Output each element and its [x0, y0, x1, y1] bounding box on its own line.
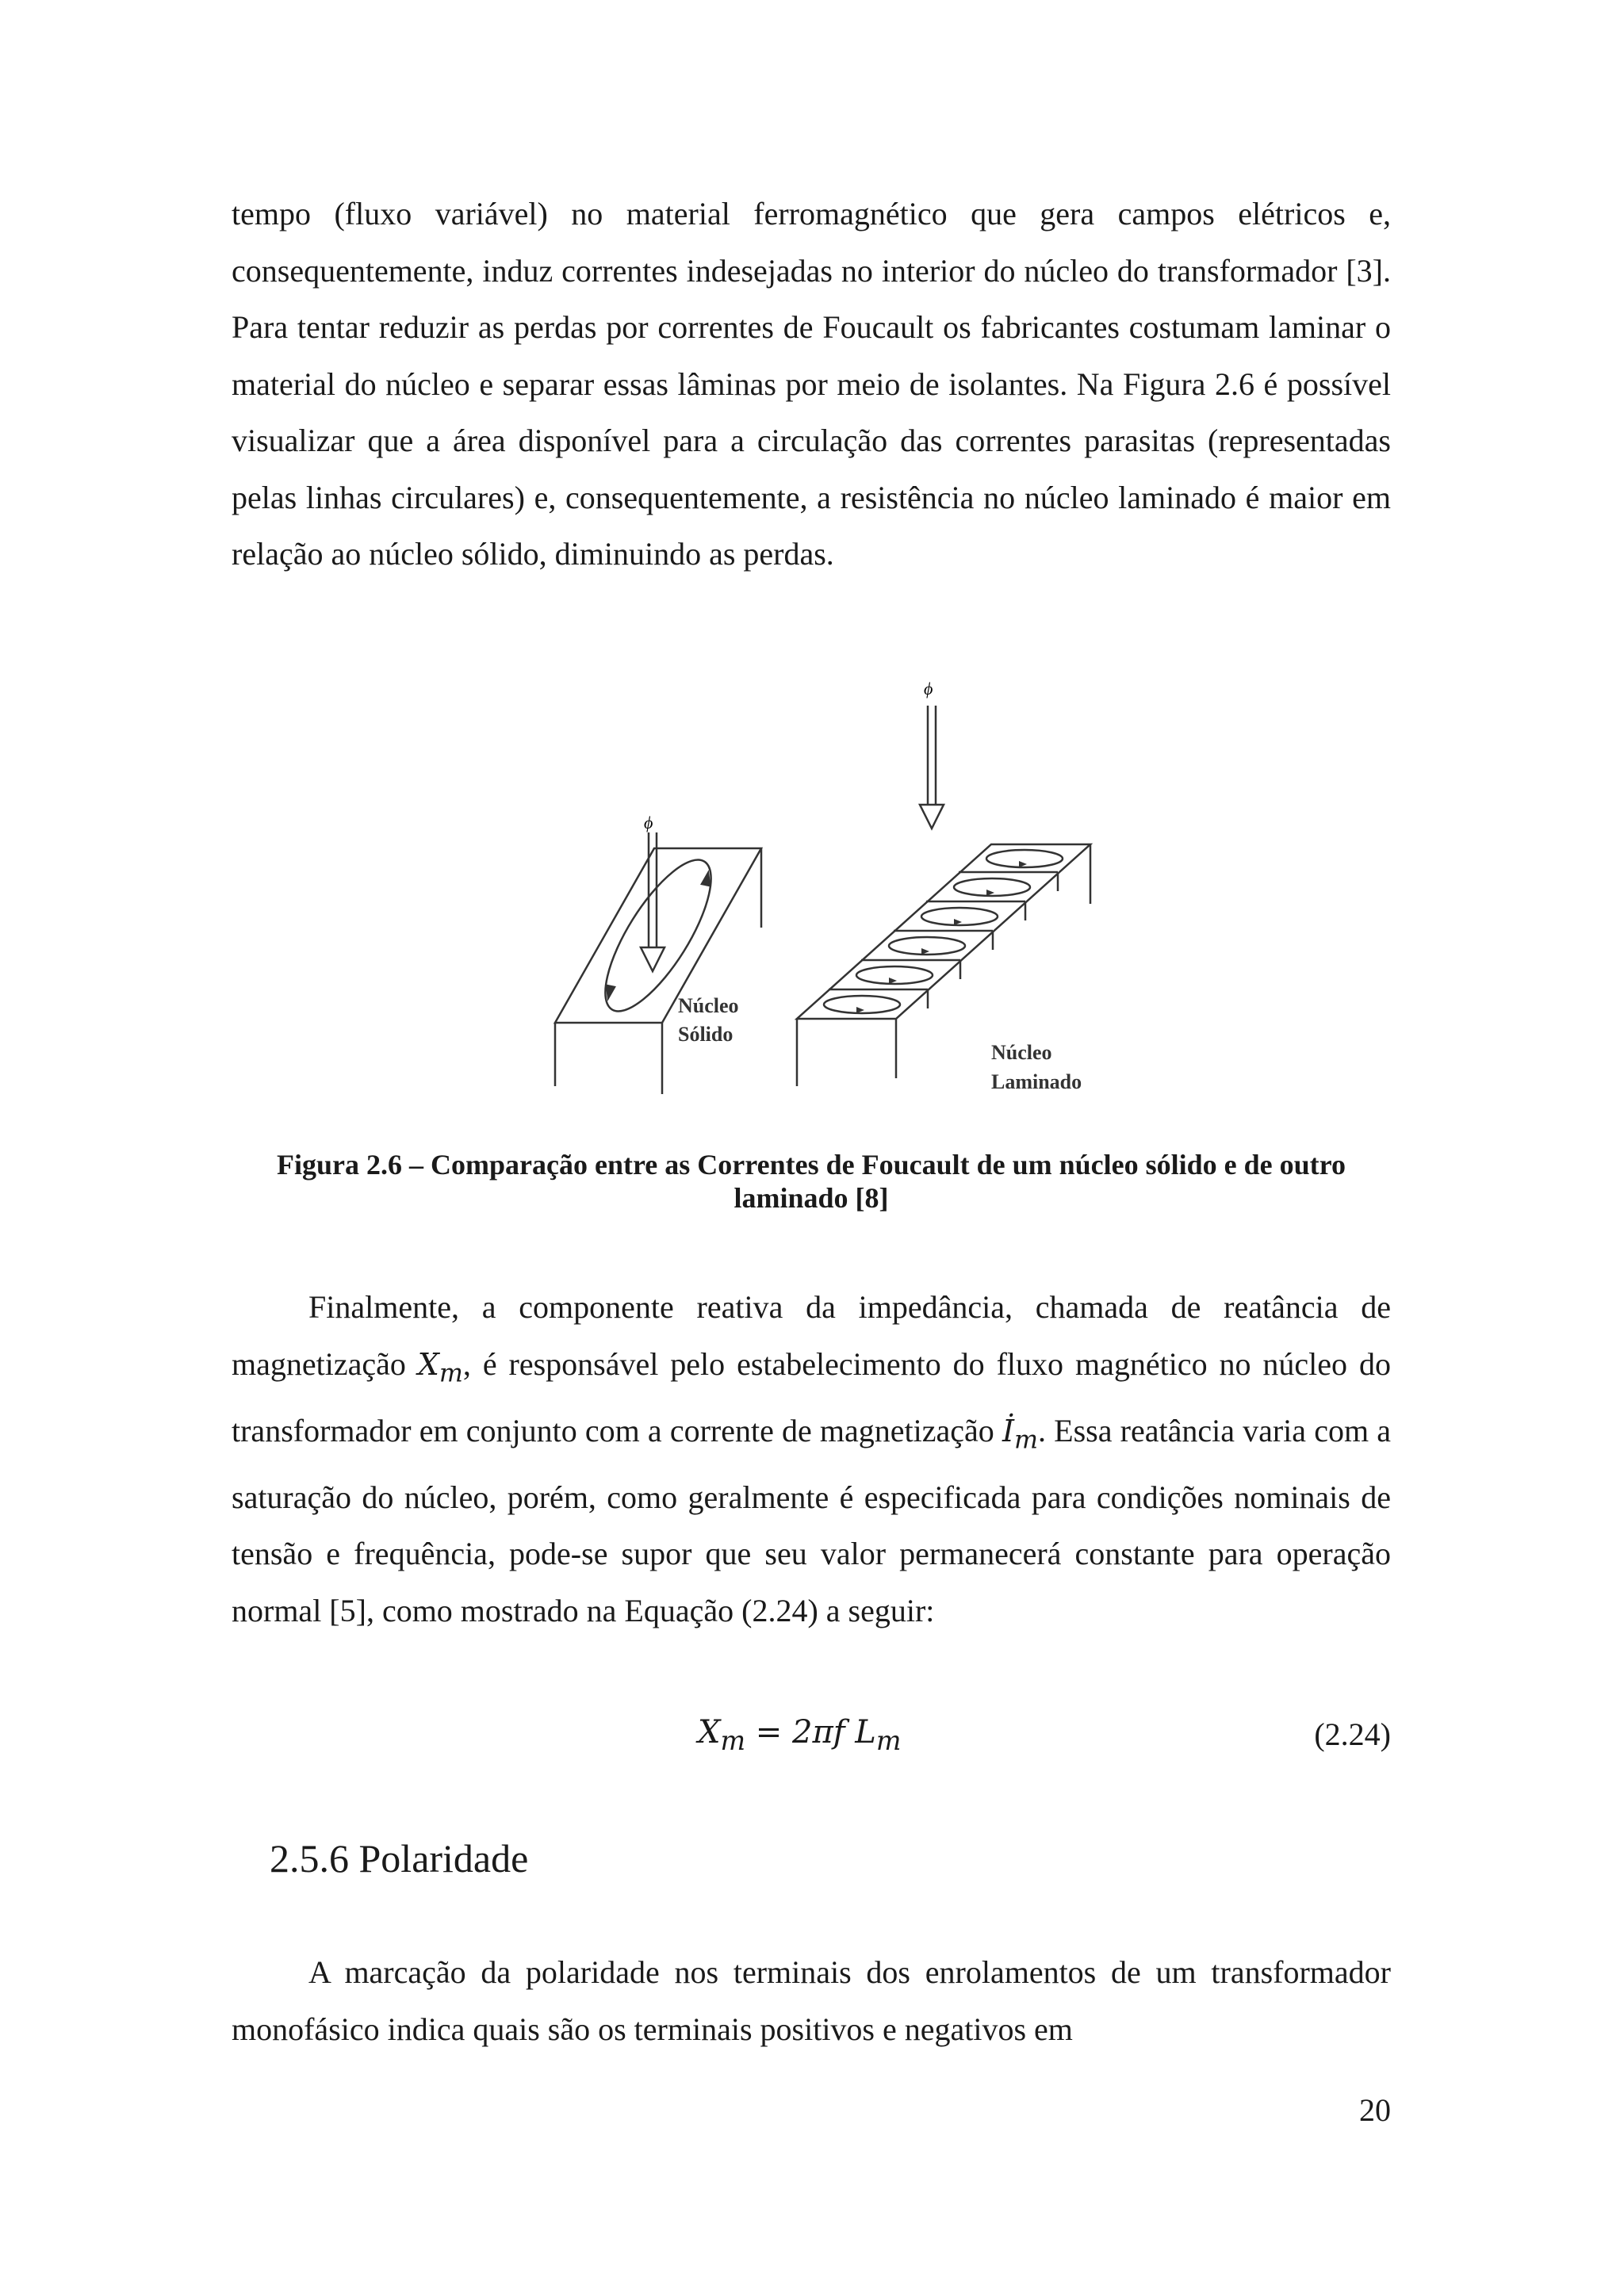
body-paragraph-2	[232, 1279, 1391, 1639]
paragraph-2-text-1: Finalmente, a componente reativa da impedância, chamada de reatância de magnetização	[232, 1289, 1391, 1382]
eddy-current-figure	[539, 666, 1110, 1110]
section-heading: 2.5.6 Polaridade	[270, 1836, 529, 1881]
paragraph-2-text-2: , é responsável pelo estabelecimento do fluxo magnético no núcleo do transformador em conjunto com a corrente de magnetização	[232, 1345, 1391, 1448]
figure-caption: Figura 2.6 – Comparação entre as Correntes de Foucault de um núcleo sólido e de outro laminado [8]	[277, 1149, 1346, 1214]
equation-2-24: $X_m = 2\pi f$ $L_m$	[698, 1714, 902, 1756]
laminated-flux-symbol: ϕ	[924, 679, 933, 698]
body-paragraph-3: A marcação da polaridade nos terminais dos enrolamentos de um transformador monofásico indica quais são os terminais positivos e negativos em	[232, 1954, 1391, 2047]
reactance-symbol: $X_m$	[417, 1346, 463, 1388]
magnetizing-current-symbol: $İ_m$	[1002, 1413, 1038, 1455]
page-number: 20	[1359, 2092, 1391, 2128]
laminated-core-label-line1: Núcleo	[991, 1041, 1052, 1064]
solid-core-block	[555, 846, 761, 1094]
solid-core-label-line2: Sólido	[678, 1023, 733, 1046]
equation-number: (2.24)	[1314, 1716, 1391, 1752]
solid-flux-symbol: ϕ	[644, 813, 653, 832]
body-paragraph-1: tempo (fluxo variável) no material ferromagnético que gera campos elétricos e, consequentemente, induz correntes indesejadas no interior do núcleo do transformador [3]. Para tentar reduzir as perdas por correntes de Foucault os fabricantes costumam laminar o material do núcleo e separar essas lâminas por meio de isolantes. Na Figura 2.6 é possível visualizar que a área disponível para a circulação das correntes parasitas (representadas pelas linhas circulares) e, consequentemente, a resistência no núcleo laminado é maior em relação ao núcleo sólido, diminuindo as perdas.	[232, 196, 1391, 572]
paragraph-2-text-3: . Essa reatância varia com a saturação do núcleo, porém, como geralmente é especificada para condições nominais de tensão e frequência, pode-se supor que seu valor permanecerá constante para operação normal [5], como mostrado na Equação (2.24) a seguir:	[232, 1412, 1391, 1628]
laminated-flux-arrow	[920, 706, 944, 828]
laminated-core-label-line2: Laminado	[991, 1070, 1082, 1093]
solid-core-label-line1: Núcleo	[678, 994, 739, 1017]
